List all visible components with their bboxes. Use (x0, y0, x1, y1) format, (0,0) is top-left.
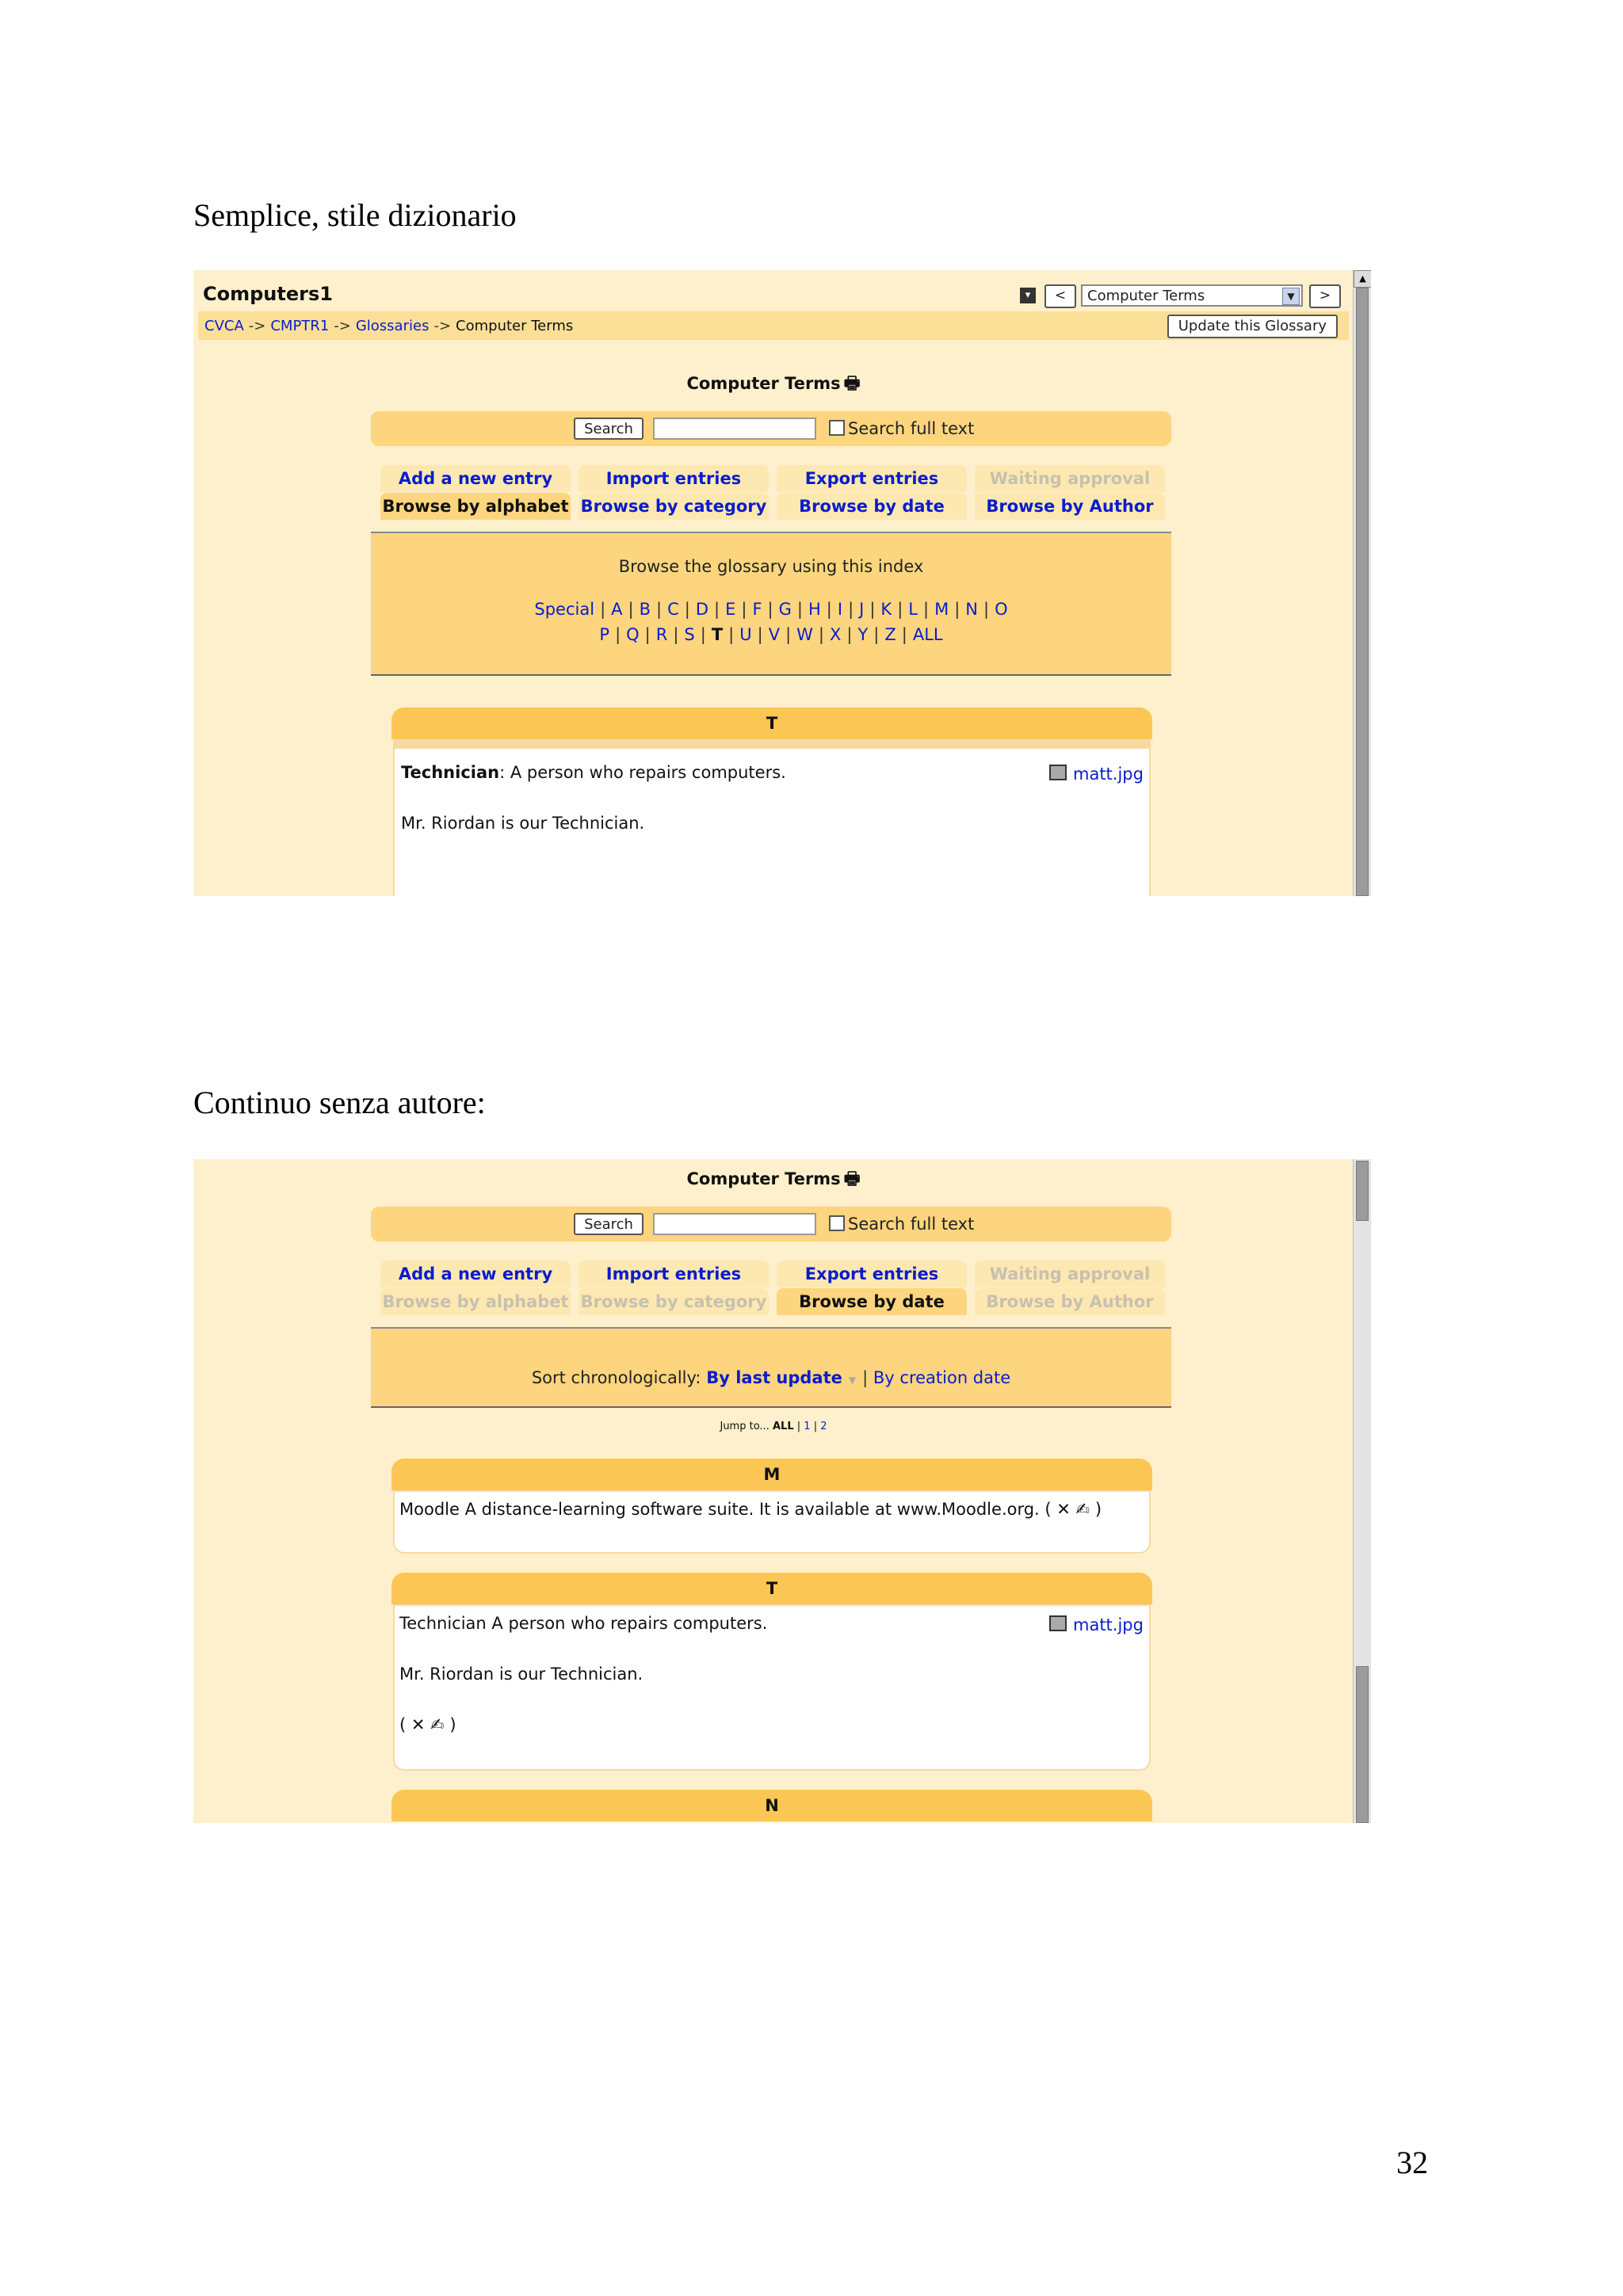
entry-technician-definition: Technician A person who repairs computers. (399, 1614, 768, 1633)
tab-browse-author[interactable]: Browse by Author (975, 1288, 1165, 1315)
alphabet-letter-link[interactable]: P (599, 625, 610, 644)
alphabet-separator: | (673, 625, 679, 644)
entry-extra-text: Mr. Riordan is our Technician. (399, 1665, 643, 1684)
search-bar (371, 1207, 1171, 1241)
alphabet-separator: | (818, 625, 824, 644)
update-glossary-button[interactable]: Update this Glossary (1167, 315, 1338, 338)
fulltext-checkbox[interactable] (829, 1215, 845, 1231)
activity-jump-select[interactable] (1081, 284, 1303, 307)
tab-import-entries[interactable]: Import entries (579, 1261, 769, 1287)
tab-export-entries[interactable]: Export entries (777, 1261, 967, 1287)
breadcrumb-cmptr1[interactable]: CMPTR1 (270, 318, 330, 334)
printer-icon[interactable]: 🖶 (843, 1169, 861, 1189)
alphabet-separator: | (714, 600, 720, 619)
glossary-title-text: Computer Terms (686, 1169, 841, 1188)
search-button[interactable]: Search (574, 418, 643, 440)
alphabet-letter-link[interactable]: M (934, 600, 949, 619)
image-icon (1049, 1615, 1067, 1631)
attachment-link[interactable] (1049, 1615, 1144, 1634)
alphabet-separator: | (922, 600, 930, 619)
sort-options (371, 1368, 1171, 1387)
alphabet-separator: | (897, 600, 903, 619)
tab-browse-alphabet[interactable]: Browse by alphabet (380, 1288, 571, 1315)
alphabet-letter-link[interactable]: R (655, 625, 668, 644)
alphabet-separator: | (796, 600, 803, 619)
entry-moodle (393, 1490, 1151, 1554)
scrollbar[interactable] (1353, 1159, 1371, 1823)
alphabet-separator: | (848, 600, 854, 619)
alphabet-letter-link[interactable]: Special (534, 600, 595, 619)
fulltext-option[interactable] (829, 419, 974, 438)
entry-definition-text: : A person who repairs computers. (499, 763, 786, 782)
scrollbar[interactable] (1353, 270, 1371, 896)
alphabet-separator: | (785, 625, 792, 644)
jump-label: Jump to... (720, 1421, 769, 1432)
navbar (198, 311, 1349, 340)
entry-technician (393, 1604, 1151, 1771)
alphabet-separator: | (728, 625, 735, 644)
screenshot-continuous-view (193, 1159, 1371, 1823)
prev-activity-button[interactable]: < (1044, 284, 1076, 308)
tab-waiting-approval[interactable]: Waiting approval (975, 1261, 1165, 1287)
attachment-name: matt.jpg (1073, 765, 1144, 784)
sort-by-last-update[interactable]: By last update (706, 1368, 842, 1387)
caption-continuous-no-author: Continuo senza autore: (193, 1085, 486, 1120)
tab-browse-category[interactable]: Browse by category (579, 493, 769, 520)
page-number: 32 (1396, 2145, 1428, 2180)
tab-browse-date[interactable]: Browse by date (777, 1288, 967, 1315)
alphabet-letter-link[interactable]: Q (626, 625, 640, 644)
alphabet-separator: | (869, 600, 876, 619)
alphabet-letter-current: T (711, 625, 724, 644)
attachment-name: matt.jpg (1073, 1615, 1144, 1634)
section-header-m: M (391, 1459, 1152, 1490)
search-button[interactable]: Search (574, 1213, 643, 1235)
alphabet-separator: | (954, 600, 960, 619)
breadcrumb-current: Computer Terms (456, 318, 574, 334)
alphabet-letter-link[interactable]: E (725, 600, 736, 619)
jump-separator: | (796, 1421, 801, 1432)
breadcrumb-sep: -> (433, 318, 452, 334)
fulltext-option[interactable] (829, 1215, 974, 1234)
alphabet-letter-link[interactable]: W (796, 625, 813, 644)
course-title: Computers1 (203, 283, 333, 305)
alphabet-letter-link[interactable]: H (808, 600, 821, 619)
image-icon (1049, 765, 1067, 780)
jump-icon[interactable]: ▾ (1020, 288, 1036, 303)
alphabet-letter-link[interactable]: G (778, 600, 792, 619)
search-input[interactable] (653, 418, 816, 440)
alphabet-letter-link[interactable]: X (830, 625, 842, 644)
glossary-title-text: Computer Terms (686, 374, 841, 393)
tab-export-entries[interactable]: Export entries (777, 465, 967, 492)
fulltext-label: Search full text (848, 419, 975, 438)
attachment-link[interactable] (1049, 765, 1144, 784)
entry-extra-text: Mr. Riordan is our Technician. (401, 814, 645, 833)
chevron-down-icon: ▼ (1282, 288, 1300, 305)
activity-jump-select-value: Computer Terms (1087, 288, 1205, 304)
alphabet-letter-link[interactable]: ALL (912, 625, 943, 644)
entry-moodle-text (399, 1500, 1102, 1519)
alphabet-letter-link[interactable]: D (695, 600, 709, 619)
alphabet-letter-link[interactable]: L (908, 600, 918, 619)
alphabet-separator: | (873, 625, 880, 644)
entry-moodle-controls[interactable]: ( ✕ ✍ ) (1044, 1500, 1102, 1519)
jump-page-2[interactable]: 2 (820, 1421, 827, 1432)
fulltext-checkbox[interactable] (829, 420, 845, 436)
caption-dictionary-style: Semplice, stile dizionario (193, 197, 517, 233)
alphabet-letter-link[interactable]: I (837, 600, 843, 619)
alphabet-letter-link[interactable]: J (859, 600, 865, 619)
section-header-t: T (391, 1573, 1152, 1604)
entry-definition (401, 763, 786, 782)
alphabet-separator: | (757, 625, 763, 644)
alphabet-row-2 (371, 625, 1171, 644)
alphabet-separator: | (846, 625, 853, 644)
alphabet-letter-link[interactable]: S (684, 625, 695, 644)
course-header (193, 270, 1354, 345)
entry-term: Technician (401, 763, 500, 782)
jump-all: ALL (772, 1421, 794, 1432)
section-header-n: N (391, 1790, 1152, 1821)
tab-add-entry[interactable]: Add a new entry (380, 465, 571, 492)
sort-desc-icon: ▼ (848, 1375, 857, 1386)
glossary-title (193, 1165, 1354, 1196)
breadcrumb-cvca[interactable]: CVCA (204, 318, 244, 334)
tab-waiting-approval[interactable]: Waiting approval (975, 465, 1165, 492)
alphabet-separator: | (644, 625, 651, 644)
alphabet-row-1 (371, 600, 1171, 619)
alphabet-letter-link[interactable]: O (995, 600, 1008, 619)
jump-separator: | (813, 1421, 818, 1432)
next-activity-button[interactable]: > (1309, 284, 1341, 308)
alphabet-separator: | (741, 600, 747, 619)
tab-browse-category[interactable]: Browse by category (579, 1288, 769, 1315)
fulltext-label: Search full text (848, 1215, 975, 1234)
glossary-title (193, 370, 1354, 400)
sort-panel (371, 1327, 1171, 1408)
alphabet-letter-link[interactable]: K (880, 600, 892, 619)
entry-moodle-definition: Moodle A distance-learning software suite. It is available at www.Moodle.org. (399, 1500, 1040, 1519)
tab-browse-author[interactable]: Browse by Author (975, 493, 1165, 520)
index-caption: Browse the glossary using this index (618, 557, 924, 576)
entry-technician (393, 739, 1151, 896)
alphabet-letter-link[interactable]: B (639, 600, 651, 619)
scroll-thumb-bottom[interactable] (1356, 1666, 1369, 1823)
tab-browse-alphabet[interactable]: Browse by alphabet (380, 493, 571, 520)
alphabet-separator: | (615, 625, 621, 644)
alphabet-separator: | (767, 600, 773, 619)
alphabet-separator: | (656, 600, 663, 619)
tab-add-entry[interactable]: Add a new entry (380, 1261, 571, 1287)
page-jump (193, 1421, 1354, 1432)
alphabet-letter-link[interactable]: A (611, 600, 623, 619)
entry-technician-controls[interactable]: ( ✕ ✍ ) (399, 1715, 456, 1734)
scroll-up-arrow-icon[interactable]: ▲ (1354, 270, 1371, 288)
alphabet-separator: | (826, 600, 832, 619)
breadcrumb-sep: -> (334, 318, 351, 334)
scroll-thumb-top[interactable] (1356, 1161, 1369, 1221)
jump-page-1[interactable]: 1 (804, 1421, 811, 1432)
breadcrumb-sep: -> (248, 318, 266, 334)
alphabet-index-panel (371, 532, 1171, 676)
search-input[interactable] (653, 1213, 816, 1235)
alphabet-separator: | (628, 600, 634, 619)
alphabet-letter-link[interactable]: C (667, 600, 679, 619)
alphabet-letter-link[interactable]: F (752, 600, 762, 619)
sort-label: Sort chronologically: (531, 1368, 701, 1387)
tab-import-entries[interactable]: Import entries (579, 465, 769, 492)
breadcrumb-glossaries[interactable]: Glossaries (355, 318, 430, 334)
alphabet-letter-link[interactable]: V (768, 625, 781, 644)
alphabet-letter-link[interactable]: Z (884, 625, 896, 644)
sort-by-creation-date[interactable]: By creation date (873, 1368, 1011, 1387)
scroll-thumb[interactable] (1356, 288, 1369, 896)
breadcrumb (204, 318, 573, 334)
search-bar (371, 411, 1171, 446)
sort-separator: | (862, 1368, 869, 1387)
alphabet-separator: | (600, 600, 606, 619)
alphabet-separator: | (700, 625, 706, 644)
alphabet-letter-link[interactable]: N (965, 600, 978, 619)
section-header-t: T (391, 707, 1152, 739)
alphabet-separator: | (983, 600, 990, 619)
tab-browse-date[interactable]: Browse by date (777, 493, 967, 520)
screenshot-dictionary-view (193, 270, 1371, 896)
alphabet-letter-link[interactable]: Y (857, 625, 869, 644)
alphabet-separator: | (684, 600, 690, 619)
alphabet-separator: | (901, 625, 907, 644)
printer-icon[interactable]: 🖶 (843, 374, 861, 394)
alphabet-letter-link[interactable]: U (739, 625, 752, 644)
